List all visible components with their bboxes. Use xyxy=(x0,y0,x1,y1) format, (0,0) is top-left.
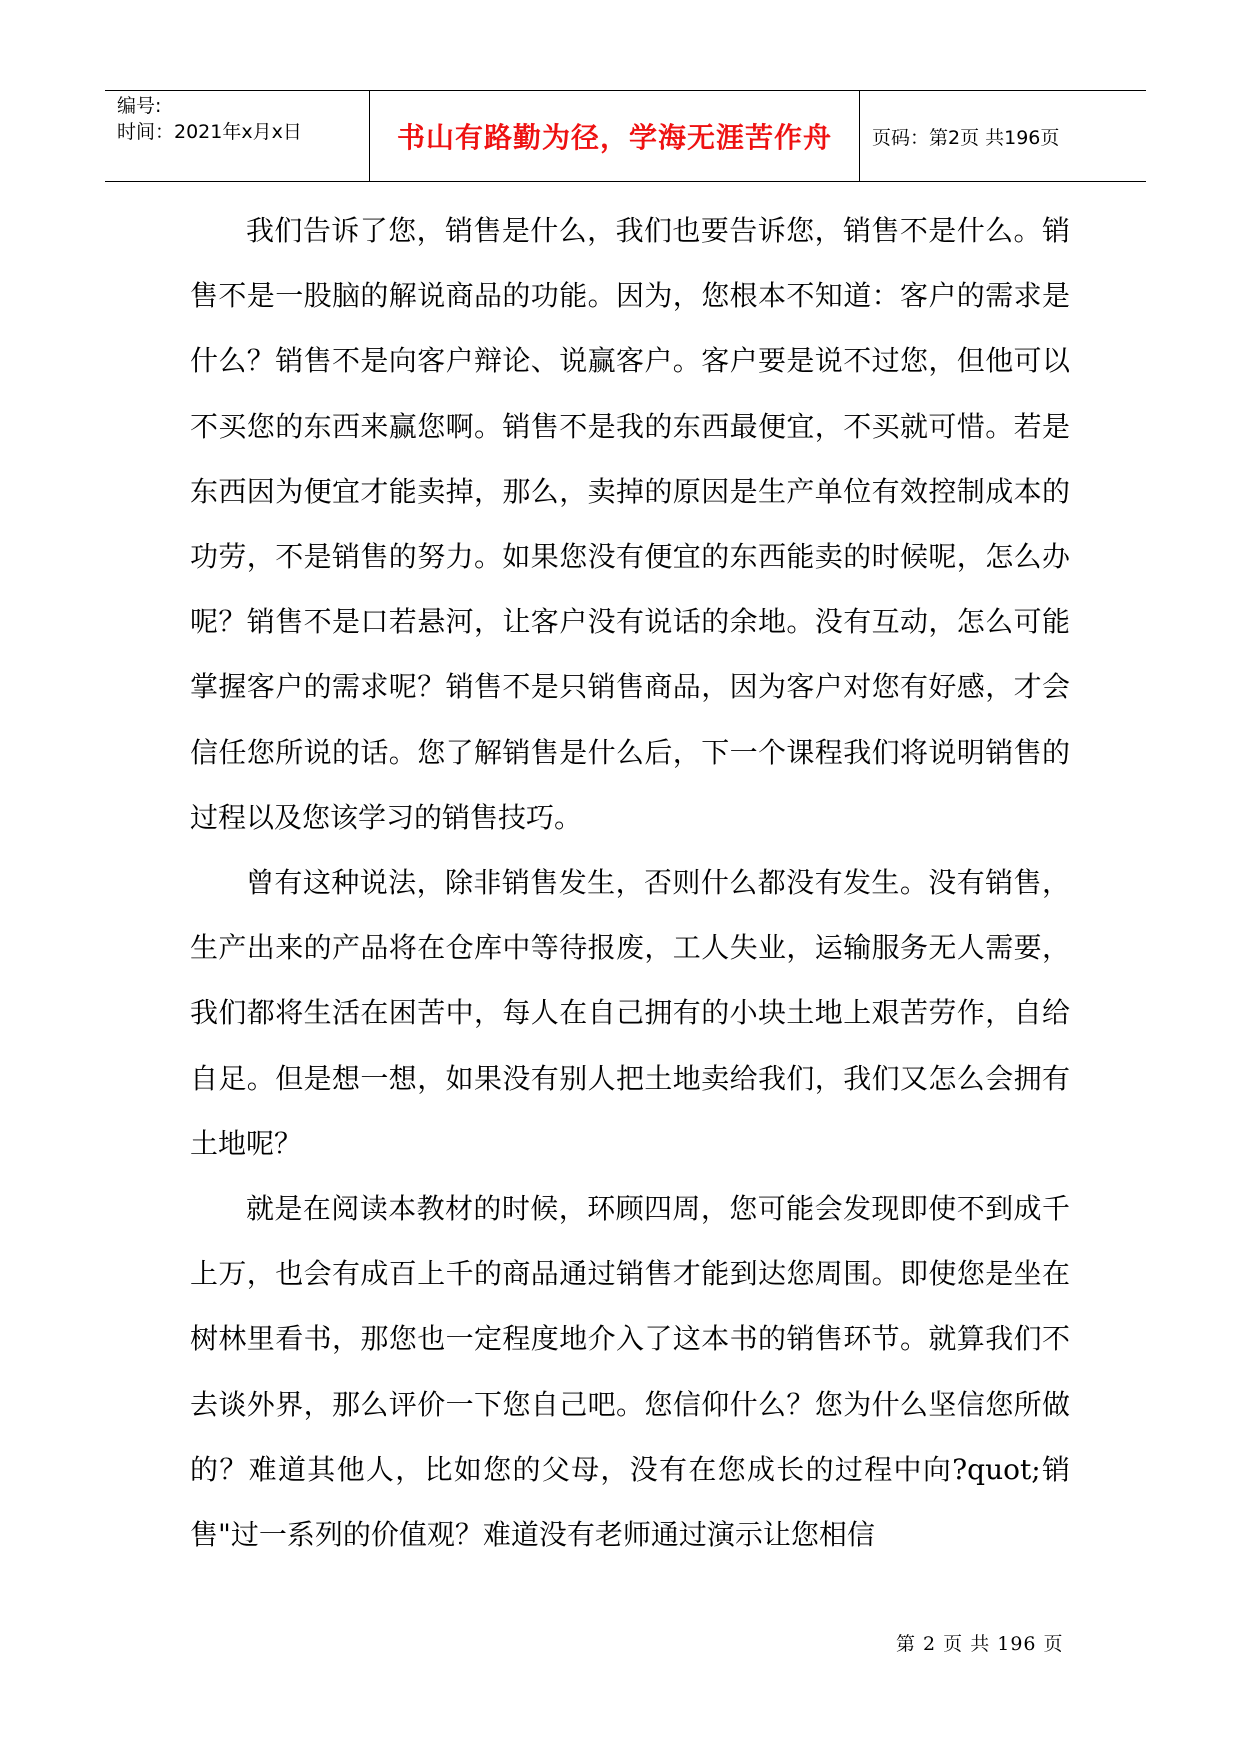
page-header xyxy=(105,90,1146,182)
header-motto: 书山有路勤为径，学海无涯苦作舟 xyxy=(370,91,860,181)
paragraph: 曾有这种说法，除非销售发生，否则什么都没有发生。没有销售，生产出来的产品将在仓库中等待报废，工人失业，运输服务无人需要，我们都将生活在困苦中，每人在自己拥有的小块土地上艰苦劳作，自给自足。但是想一想，如果没有别人把土地卖给我们，我们又怎么会拥有土地呢？ xyxy=(190,866,1070,1160)
header-left-cell xyxy=(105,91,370,181)
paragraph: 就是在阅读本教材的时候，环顾四周，您可能会发现即使不到成千上万，也会有成百上千的商品通过销售才能到达您周围。即使您是坐在树林里看书，那您也一定程度地介入了这本书的销售环节。就算我们不去谈外界，那么评价一下您自己吧。您信仰什么？您为什么坚信您所做的？难道其他人，比如您的父母，没有在您成长的过程中向?quot;销售"过一系列的价值观？难道没有老师通过演示让您相信 xyxy=(190,1192,1070,1552)
paragraph: 我们告诉了您，销售是什么，我们也要告诉您，销售不是什么。销售不是一股脑的解说商品的功能。因为，您根本不知道：客户的需求是什么？销售不是向客户辩论、说赢客户。客户要是说不过您，但他可以不买您的东西来赢您啊。销售不是我的东西最便宜，不买就可惜。若是东西因为便宜才能卖掉，那么，卖掉的原因是生产单位有效控制成本的功劳，不是销售的努力。如果您没有便宜的东西能卖的时候呢，怎么办呢？销售不是口若悬河，让客户没有说话的余地。没有互动，怎么可能掌握客户的需求呢？销售不是只销售商品，因为客户对您有好感，才会信任您所说的话。您了解销售是什么后，下一个课程我们将说明销售的过程以及您该学习的销售技巧。 xyxy=(190,214,1070,834)
header-page-code: 页码：第2页 共196页 xyxy=(872,126,1060,149)
page-footer: 第 2 页 共 196 页 xyxy=(896,1633,1064,1655)
document-number-label: 编号: xyxy=(117,95,162,117)
document-time: 时间：2021年x月x日 xyxy=(117,121,302,143)
body-text xyxy=(190,198,1070,1567)
